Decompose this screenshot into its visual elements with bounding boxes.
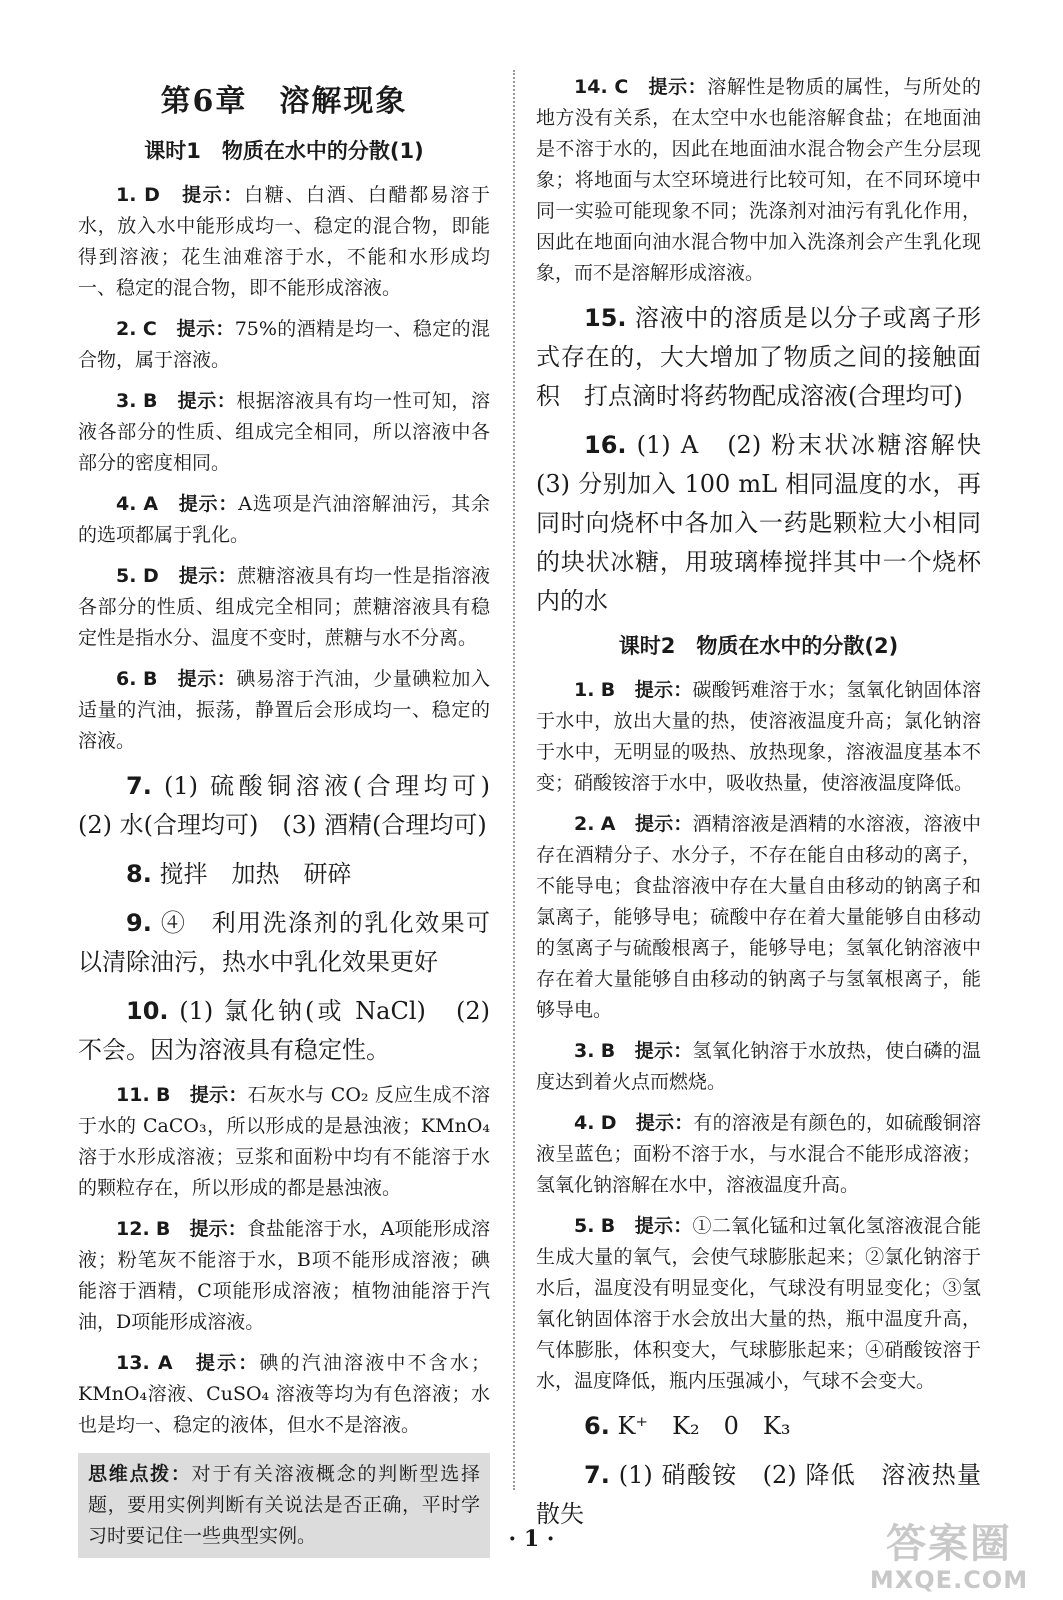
lesson-1-title: 课时1 物质在水中的分散(1) bbox=[144, 139, 424, 163]
answer-item: 11. B 提示：石灰水与 CO₂ 反应生成不溶于水的 CaCO₃，所以形成的是悬浊液；KMnO₄ 溶于水形成溶液；豆浆和面粉中均有不能溶于水的颗粒存在，所以形成的都是悬浊液。 bbox=[78, 1084, 490, 1199]
lesson-2-title: 课时2 物质在水中的分散(2) bbox=[618, 634, 899, 658]
answer-item: 5. D 提示：蔗糖溶液具有均一性是指溶液各部分的性质、组成完全相同；蔗糖溶液具有稳定性是指水分、温度不变时，蔗糖与水不分离。 bbox=[78, 565, 490, 649]
tip-text: 对于有关溶液概念的判断型选择题，要用实例判断有关说法是否正确，平时学习时要记住一些典型实例。 bbox=[88, 1463, 480, 1547]
answer-item: 14. C 提示：溶解性是物质的属性，与所处的地方没有关系，在太空中水也能溶解食盐；在地面油是不溶于水的，因此在地面油水混合物会产生分层现象；将地面与太空环境进行比较可知，在不同环境中同一实验可能现象不同；洗涤剂对油污有乳化作用，因此在地面向油水混合物中加入洗涤剂会产生乳化现象，而不是溶解形成溶液。 bbox=[536, 76, 981, 284]
answer-item: 4. D 提示：有的溶液是有颜色的，如硫酸铜溶液呈蓝色；面粉不溶于水，与水混合不能形成溶液；氢氧化钠溶解在水中，溶液温度升高。 bbox=[536, 1112, 981, 1196]
answer-item-large: 15. 溶液中的溶质是以分子或离子形式存在的，大大增加了物质之间的接触面积 打点滴时将药物配成溶液(合理均可) bbox=[536, 304, 981, 410]
right-column bbox=[536, 72, 1005, 1544]
answer-item: 3. B 提示：根据溶液具有均一性可知，溶液各部分的性质、组成完全相同，所以溶液中各部分的密度相同。 bbox=[78, 390, 490, 474]
answer-item: 3. B 提示：氢氧化钠溶于水放热，使白磷的温度达到着火点而燃烧。 bbox=[536, 1040, 981, 1093]
answer-item-large: 9. ④ 利用洗涤剂的乳化效果可以清除油污，热水中乳化效果更好 bbox=[78, 909, 490, 976]
page-number: · 1 · bbox=[508, 1526, 555, 1552]
answer-item: 5. B 提示：①二氧化锰和过氧化氢溶液混合能生成大量的氧气，会使气球膨胀起来；②氯化钠溶于水后，温度没有明显变化，气球没有明显变化；③氢氧化钠固体溶于水会放出大量的热，瓶中温度升高，气体膨胀，体积变大，气球膨胀起来；④硝酸铵溶于水，温度降低，瓶内压强减小，气球不会变大。 bbox=[536, 1215, 981, 1392]
answer-item: 1. D 提示：白糖、白酒、白醋都易溶于水，放入水中能形成均一、稳定的混合物，即能得到溶液；花生油难溶于水，不能和水形成均一、稳定的混合物，即不能形成溶液。 bbox=[78, 184, 490, 299]
answer-item: 12. B 提示：食盐能溶于水，A项能形成溶液；粉笔灰不能溶于水，B项不能形成溶液；碘能溶于酒精，C项能形成溶液；植物油能溶于汽油，D项能形成溶液。 bbox=[78, 1218, 490, 1333]
tip-label: 思维点拨： bbox=[88, 1463, 192, 1485]
answer-item-large: 10. (1) 氯化钠(或 NaCl) (2) 不会。因为溶液具有稳定性。 bbox=[78, 997, 490, 1064]
chapter-title: 第6章 溶解现象 bbox=[160, 84, 408, 119]
answer-item-large: 8. 搅拌 加热 研碎 bbox=[126, 860, 352, 888]
answer-item-large: 6. K⁺ K₂ 0 K₃ bbox=[584, 1412, 791, 1440]
answer-item-large: 16. (1) A (2) 粉末状冰糖溶解快 (3) 分别加入 100 mL 相同温度的水，再同时向烧杯中各加入一药匙颗粒大小相同的块状冰糖，用玻璃棒搅拌其中一个烧杯内的水 bbox=[536, 431, 1005, 615]
answer-item: 6. B 提示：碘易溶于汽油，少量碘粒加入适量的汽油，振荡，静置后会形成均一、稳定的溶液。 bbox=[78, 668, 490, 752]
watermark-logo: 答案圈 bbox=[886, 1521, 1012, 1567]
answer-item-large: 7. (1) 硫酸铜溶液(合理均可) (2) 水(合理均可) (3) 酒精(合理均可) bbox=[78, 772, 514, 839]
answer-item-large: 7. (1) 硝酸铵 (2) 降低 溶液热量散失 bbox=[536, 1461, 981, 1528]
answer-item: 1. B 提示：碳酸钙难溶于水；氢氧化钠固体溶于水中，放出大量的热，使溶液温度升高；氯化钠溶于水中，无明显的吸热、放热现象，溶液温度基本不变；硝酸铵溶于水中，吸收热量，使溶液温度降低。 bbox=[536, 679, 981, 794]
answer-item: 13. A 提示：碘的汽油溶液中不含水；KMnO₄溶液、CuSO₄ 溶液等均为有色溶液；水也是均一、稳定的液体，但水不是溶液。 bbox=[78, 1352, 490, 1436]
answer-item: 2. C 提示：75%的酒精是均一、稳定的混合物，属于溶液。 bbox=[78, 318, 490, 371]
watermark bbox=[849, 1522, 1049, 1594]
answer-item: 2. A 提示：酒精溶液是酒精的水溶液，溶液中存在酒精分子、水分子，不存在能自由移动的离子，不能导电；食盐溶液中存在大量自由移动的钠离子和氯离子，能够导电；硫酸中存在着大量能够自由移动的氢离子与硫酸根离子，能够导电；氢氧化钠溶液中存在着大量能够自由移动的钠离子与氢氧根离子，能够导电。 bbox=[536, 813, 981, 1021]
left-column bbox=[78, 72, 514, 1558]
answer-item: 4. A 提示：A选项是汽油溶解油污，其余的选项都属于乳化。 bbox=[78, 493, 490, 546]
watermark-url: MXQE.COM bbox=[869, 1566, 1029, 1594]
